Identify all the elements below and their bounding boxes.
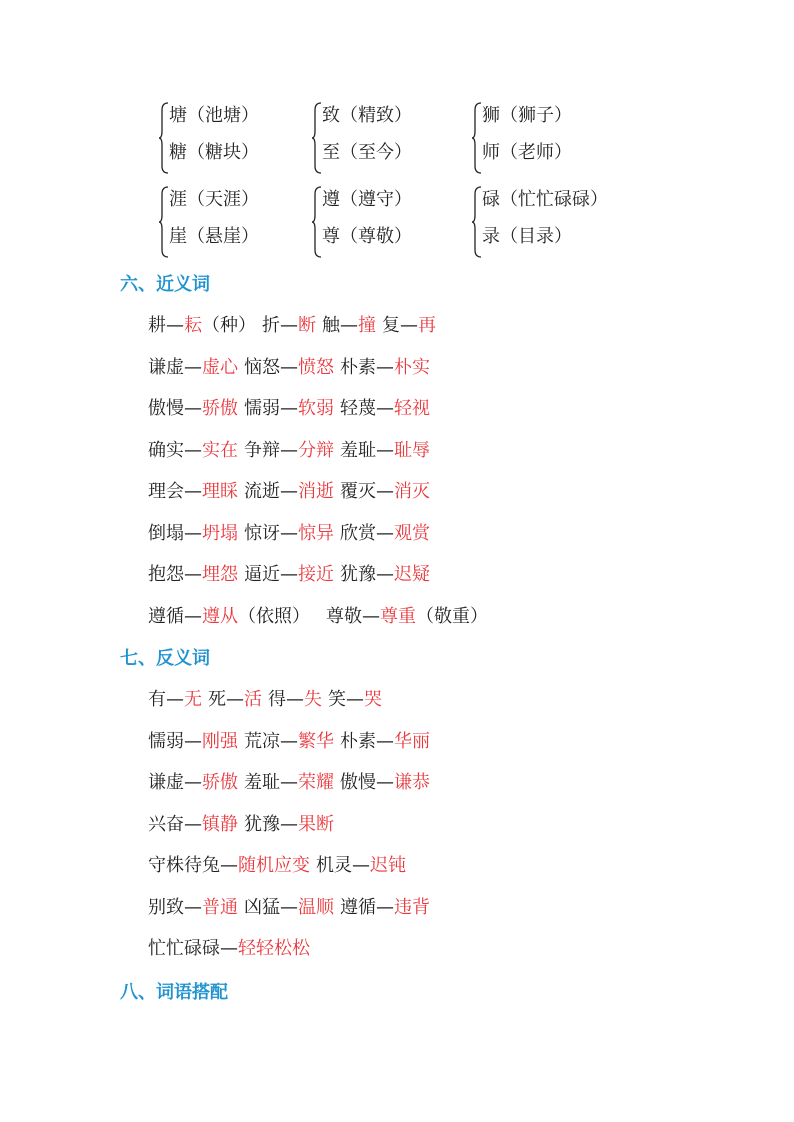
answer-word: 耘 xyxy=(184,315,202,336)
word-row xyxy=(148,605,488,629)
dash-separator: — xyxy=(376,564,394,585)
answer-word: 轻视 xyxy=(394,398,430,419)
base-word: 折 xyxy=(262,315,280,336)
answer-word: 果断 xyxy=(298,813,334,835)
dash-separator: — xyxy=(376,481,394,502)
word-pair xyxy=(148,481,238,502)
word-pair xyxy=(316,855,406,876)
base-word: 轻蔑 xyxy=(340,398,376,419)
dash-separator: — xyxy=(280,356,298,378)
word-row xyxy=(148,314,436,338)
homophone-word: 遵（遵守） xyxy=(322,189,412,210)
section-title-synonyms: 六、近义词 xyxy=(120,274,210,295)
answer-word: 华丽 xyxy=(394,730,430,752)
base-word: 犹豫 xyxy=(340,564,376,585)
word-pair xyxy=(148,731,238,752)
answer-word: 活 xyxy=(244,689,262,710)
word-pair xyxy=(244,564,334,585)
answer-word: 尊重 xyxy=(380,605,416,627)
homophone-word: 狮（狮子） xyxy=(482,105,572,126)
homophone-word: 尊（尊敬） xyxy=(322,226,412,247)
answer-word: 镇静 xyxy=(202,813,238,835)
answer-word: 遵从 xyxy=(202,605,238,627)
answer-word: 朴实 xyxy=(394,356,430,378)
base-word: 凶猛 xyxy=(244,896,280,918)
word-pair xyxy=(340,398,430,419)
answer-word: 耻辱 xyxy=(394,439,430,461)
base-word: 懦弱 xyxy=(148,730,184,752)
word-pair xyxy=(340,481,430,502)
word-row xyxy=(148,937,310,961)
word-pair xyxy=(326,606,488,627)
answer-word: 接近 xyxy=(298,564,334,585)
word-row xyxy=(148,480,430,504)
answer-word: 观赏 xyxy=(394,522,430,544)
word-pair xyxy=(244,897,334,918)
base-word: 遵循 xyxy=(340,896,376,918)
base-word: 得 xyxy=(268,689,286,710)
answer-word: 实在 xyxy=(202,439,238,461)
dash-separator: — xyxy=(280,315,298,336)
answer-word: 坍塌 xyxy=(202,522,238,544)
base-word: 抱怨 xyxy=(148,564,184,585)
word-pair xyxy=(268,689,322,710)
base-word: 遵循 xyxy=(148,605,184,627)
word-pair xyxy=(340,523,430,544)
answer-word: 消灭 xyxy=(394,481,430,502)
word-pair xyxy=(244,481,334,502)
dash-separator: — xyxy=(226,689,244,710)
dash-separator: — xyxy=(362,605,380,627)
answer-word: 撞 xyxy=(358,315,376,336)
dash-separator: — xyxy=(376,772,394,793)
word-row xyxy=(148,439,430,463)
dash-separator: — xyxy=(376,439,394,461)
answer-word: 迟钝 xyxy=(370,855,406,876)
word-pair xyxy=(148,357,238,378)
dash-separator: — xyxy=(400,315,418,336)
answer-word: 普通 xyxy=(202,896,238,918)
word-pair xyxy=(244,772,334,793)
answer-word: 再 xyxy=(418,315,436,336)
base-word: 犹豫 xyxy=(244,813,280,835)
dash-separator: — xyxy=(286,689,304,710)
dash-separator: — xyxy=(280,564,298,585)
answer-word: 迟疑 xyxy=(394,564,430,585)
word-pair xyxy=(148,689,202,710)
base-word: 逼近 xyxy=(244,564,280,585)
word-row xyxy=(148,397,430,421)
base-word: 有 xyxy=(148,689,166,710)
dash-separator: — xyxy=(376,730,394,752)
base-word: 机灵 xyxy=(316,855,352,876)
dash-separator: — xyxy=(184,730,202,752)
base-word: 流逝 xyxy=(244,481,280,502)
word-pair xyxy=(328,689,382,710)
section-title-antonyms: 七、反义词 xyxy=(120,648,210,669)
dash-separator: — xyxy=(340,315,358,336)
word-row xyxy=(148,563,430,587)
word-note: （敬重） xyxy=(416,605,488,627)
word-pair xyxy=(148,606,310,627)
dash-separator: — xyxy=(184,522,202,544)
dash-separator: — xyxy=(376,356,394,378)
dash-separator: — xyxy=(184,772,202,793)
dash-separator: — xyxy=(166,689,184,710)
answer-word: 消逝 xyxy=(298,481,334,502)
dash-separator: — xyxy=(184,813,202,835)
answer-word: 谦恭 xyxy=(394,772,430,793)
word-pair xyxy=(340,731,430,752)
word-pair xyxy=(148,938,310,959)
dash-separator: — xyxy=(184,481,202,502)
base-word: 倒塌 xyxy=(148,522,184,544)
word-pair xyxy=(340,897,430,918)
dash-separator: — xyxy=(280,522,298,544)
section-title-collocations: 八、词语搭配 xyxy=(120,982,228,1003)
word-pair xyxy=(148,398,238,419)
word-pair xyxy=(340,564,430,585)
base-word: 傲慢 xyxy=(340,772,376,793)
dash-separator: — xyxy=(280,730,298,752)
base-word: 尊敬 xyxy=(326,605,362,627)
answer-word: 轻轻松松 xyxy=(238,938,310,959)
answer-word: 理睬 xyxy=(202,481,238,502)
answer-word: 分辩 xyxy=(298,439,334,461)
answer-word: 失 xyxy=(304,689,322,710)
homophone-row-2 xyxy=(0,185,794,259)
dash-separator: — xyxy=(166,315,184,336)
dash-separator: — xyxy=(376,522,394,544)
base-word: 懦弱 xyxy=(244,398,280,419)
answer-word: 惊异 xyxy=(298,522,334,544)
base-word: 确实 xyxy=(148,439,184,461)
answer-word: 随机应变 xyxy=(238,855,310,876)
dash-separator: — xyxy=(184,605,202,627)
dash-separator: — xyxy=(280,398,298,419)
dash-separator: — xyxy=(220,855,238,876)
base-word: 羞耻 xyxy=(244,772,280,793)
word-pair xyxy=(382,315,436,336)
word-pair xyxy=(340,440,430,461)
word-pair xyxy=(244,731,334,752)
answer-word: 虚心 xyxy=(202,356,238,378)
word-pair xyxy=(208,689,262,710)
word-row xyxy=(148,771,430,795)
dash-separator: — xyxy=(352,855,370,876)
base-word: 傲慢 xyxy=(148,398,184,419)
base-word: 覆灭 xyxy=(340,481,376,502)
word-pair xyxy=(244,814,334,835)
answer-word: 骄傲 xyxy=(202,772,238,793)
base-word: 笑 xyxy=(328,689,346,710)
word-pair xyxy=(262,315,316,336)
word-pair xyxy=(148,772,238,793)
answer-word: 愤怒 xyxy=(298,356,334,378)
word-pair xyxy=(244,440,334,461)
answer-word: 埋怨 xyxy=(202,564,238,585)
word-pair xyxy=(340,772,430,793)
word-pair xyxy=(148,855,310,876)
base-word: 触 xyxy=(322,315,340,336)
dash-separator: — xyxy=(280,481,298,502)
base-word: 惊讶 xyxy=(244,522,280,544)
base-word: 守株待兔 xyxy=(148,855,220,876)
dash-separator: — xyxy=(280,896,298,918)
homophone-word: 涯（天涯） xyxy=(169,189,259,210)
answer-word: 荣耀 xyxy=(298,772,334,793)
word-pair xyxy=(244,523,334,544)
answer-word: 温顺 xyxy=(298,896,334,918)
word-pair xyxy=(148,564,238,585)
dash-separator: — xyxy=(184,439,202,461)
answer-word: 骄傲 xyxy=(202,398,238,419)
word-pair xyxy=(148,897,238,918)
homophone-word: 师（老师） xyxy=(482,142,572,163)
dash-separator: — xyxy=(220,938,238,959)
answer-word: 违背 xyxy=(394,896,430,918)
word-note: （种） xyxy=(202,315,256,336)
base-word: 恼怒 xyxy=(244,356,280,378)
word-row xyxy=(148,522,430,546)
base-word: 欣赏 xyxy=(340,522,376,544)
homophone-word: 糖（糖块） xyxy=(169,142,259,163)
homophone-word: 录（目录） xyxy=(482,226,572,247)
homophone-word: 碌（忙忙碌碌） xyxy=(482,189,608,210)
homophone-word: 至（至今） xyxy=(322,142,412,163)
dash-separator: — xyxy=(376,398,394,419)
answer-word: 哭 xyxy=(364,689,382,710)
answer-word: 断 xyxy=(298,315,316,336)
answer-word: 无 xyxy=(184,689,202,710)
homophone-word: 致（精致） xyxy=(322,105,412,126)
base-word: 羞耻 xyxy=(340,439,376,461)
word-pair xyxy=(340,357,430,378)
word-row xyxy=(148,688,382,712)
word-row xyxy=(148,896,430,920)
homophone-row-1 xyxy=(0,101,794,175)
dash-separator: — xyxy=(184,564,202,585)
dash-separator: — xyxy=(346,689,364,710)
dash-separator: — xyxy=(184,398,202,419)
dash-separator: — xyxy=(280,813,298,835)
base-word: 死 xyxy=(208,689,226,710)
word-note: （依照） xyxy=(238,605,310,627)
answer-word: 繁华 xyxy=(298,730,334,752)
base-word: 耕 xyxy=(148,315,166,336)
base-word: 理会 xyxy=(148,481,184,502)
dash-separator: — xyxy=(184,356,202,378)
dash-separator: — xyxy=(280,772,298,793)
base-word: 争辩 xyxy=(244,439,280,461)
word-row xyxy=(148,356,430,380)
word-pair xyxy=(148,814,238,835)
word-pair xyxy=(148,523,238,544)
homophone-word: 崖（悬崖） xyxy=(169,226,259,247)
word-row xyxy=(148,730,430,754)
word-row xyxy=(148,854,406,878)
word-pair xyxy=(148,440,238,461)
base-word: 谦虚 xyxy=(148,772,184,793)
base-word: 谦虚 xyxy=(148,356,184,378)
base-word: 朴素 xyxy=(340,356,376,378)
word-pair xyxy=(322,315,376,336)
word-pair xyxy=(148,315,256,336)
dash-separator: — xyxy=(376,896,394,918)
base-word: 兴奋 xyxy=(148,813,184,835)
word-pair xyxy=(244,398,334,419)
base-word: 朴素 xyxy=(340,730,376,752)
base-word: 复 xyxy=(382,315,400,336)
homophone-word: 塘（池塘） xyxy=(169,105,259,126)
dash-separator: — xyxy=(184,896,202,918)
answer-word: 软弱 xyxy=(298,398,334,419)
base-word: 别致 xyxy=(148,896,184,918)
answer-word: 刚强 xyxy=(202,730,238,752)
base-word: 忙忙碌碌 xyxy=(148,938,220,959)
word-pair xyxy=(244,357,334,378)
word-row xyxy=(148,813,334,837)
dash-separator: — xyxy=(280,439,298,461)
base-word: 荒凉 xyxy=(244,730,280,752)
